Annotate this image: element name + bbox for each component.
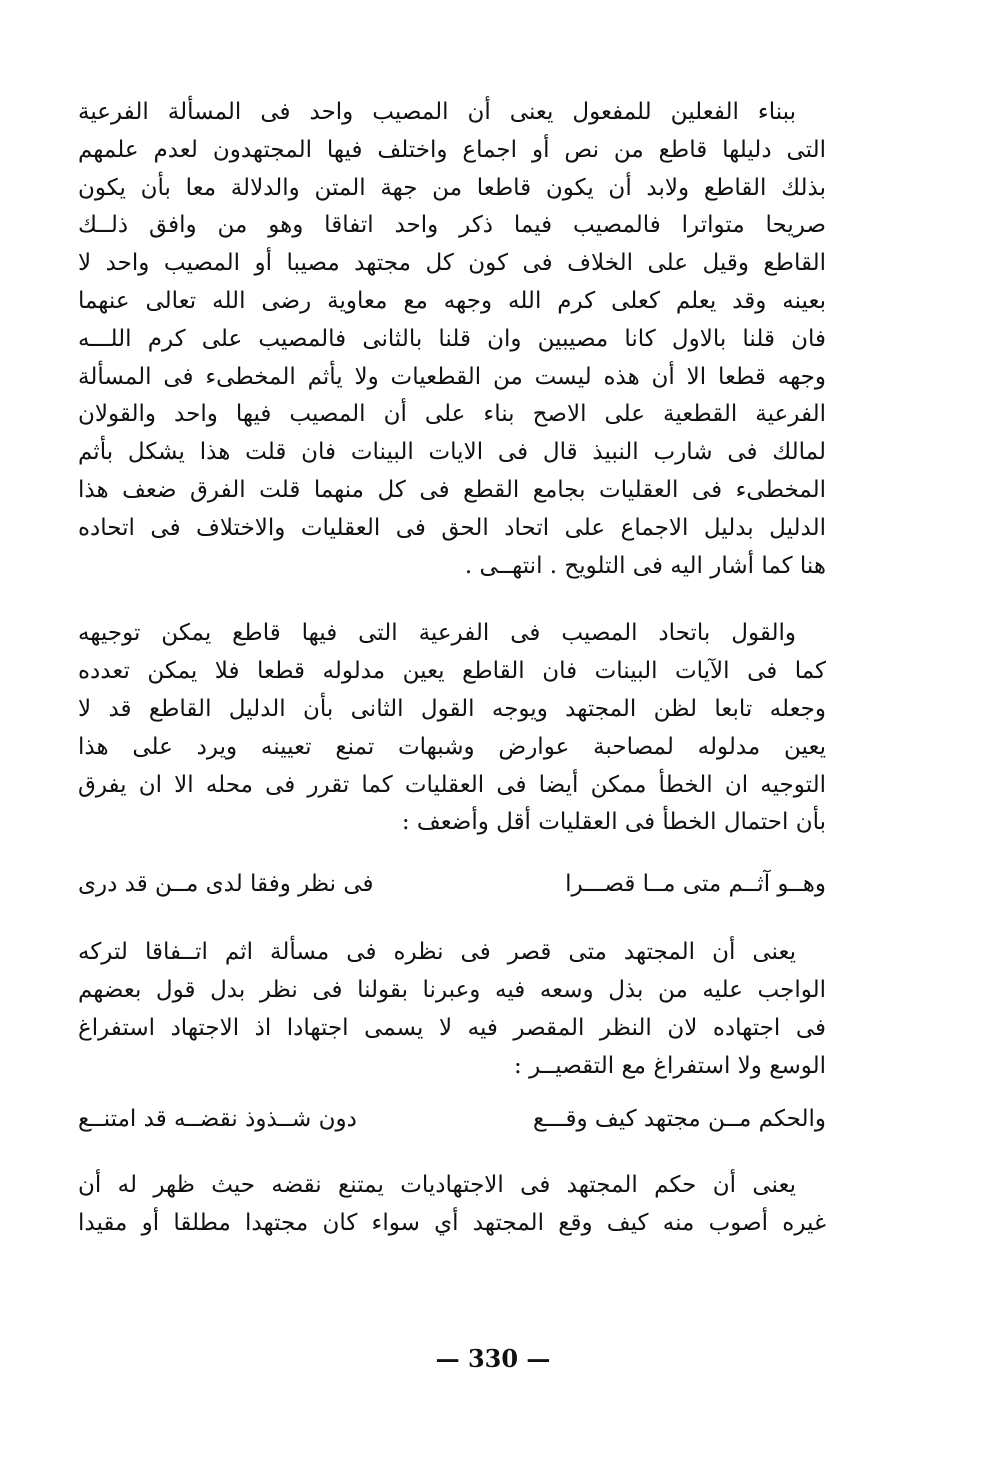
text-line: يعنى أن المجتهد متى قصر فى نظره فى مسألة اثم اتــفاقا لتركه <box>78 939 796 966</box>
text-line: يعين مدلوله لمصاحبة عوارض وشبهات تمنع تعيينه ويرد على هذا <box>78 733 826 760</box>
page-number: — 330 — <box>435 1344 551 1373</box>
paragraph-gap <box>78 842 826 864</box>
text-line: القاطع وقيل على الخلاف فى كون كل مجتهد مصيبا أو المصيب واحد لا <box>78 250 826 277</box>
text-line: التوجيه ان الخطأ ممكن أيضا فى العقليات كما تقرر فى محله الا ان يفرق <box>78 771 826 798</box>
text-line: وجهه قطعا الا أن هذه ليست من القطعيات ولا يأثم المخطىء فى المسألة <box>78 363 826 390</box>
text-line: الواجب عليه من بذل وسعه فيه وعبرنا بقولنا فى نظر بدل قول بعضهم <box>78 976 826 1003</box>
text-line: فى اجتهاده لان النظر المقصر فيه لا يسمى اجتهادا اذ الاجتهاد استفراغ <box>78 1014 826 1041</box>
verse-first-hemistich: والحكم مــن مجتهد كيف وقـــع <box>533 1106 826 1133</box>
text-line: بعينه وقد يعلم كعلى كرم الله وجهه مع معاوية رضى الله تعالى عنهما <box>78 287 826 314</box>
text-line: وجعله تابعا لظن المجتهد ويوجه القول الثانى بأن الدليل القاطع قد لا <box>78 695 826 722</box>
text-line: كما فى الآيات البينات فان القاطع يعين مدلوله قطعا فلا يمكن تعدده <box>78 658 826 685</box>
verse-2 <box>78 1099 826 1139</box>
text-line: الفرعية القطعية على الاصح بناء على أن المصيب فيها واحد والقولان <box>78 401 826 428</box>
paragraph-4 <box>78 1167 826 1243</box>
text-line: بذلك القاطع ولابد أن يكون قاطعا من جهة المتن والدلالة معا بأن يكون <box>78 174 826 201</box>
paragraph-gap <box>78 585 826 615</box>
text-line: بأن احتمال الخطأ فى العقليات أقل وأضعف : <box>401 809 826 836</box>
text-line: هنا كما أشار اليه فى التلويح . انتهــى . <box>464 552 826 579</box>
text-line: الوسع ولا استفراغ مع التقصيــر : <box>514 1052 826 1079</box>
page-body <box>78 94 826 1243</box>
text-line: الدليل بدليل الاجماع على اتحاد الحق فى العقليات والاختلاف فى اتحاده <box>78 514 826 541</box>
paragraph-gap <box>78 904 826 934</box>
text-line: والقول باتحاد المصيب فى الفرعية التى فيها قاطع يمكن توجيهه <box>78 620 796 647</box>
verse-first-hemistich: وهــو آثــم متى مــا قصـــرا <box>565 871 826 898</box>
text-line: صريحا متواترا فالمصيب فيما ذكر واحد اتفاقا وهو من وافق ذلــك <box>78 212 826 239</box>
paragraph-gap <box>78 1139 826 1167</box>
verse-1 <box>78 864 826 904</box>
verse-second-hemistich: فى نظر وفقا لدى مــن قد درى <box>78 871 374 898</box>
text-line: التى دليلها قاطع من نص أو اجماع واختلف فيها المجتهدون لعدم علمهم <box>78 136 826 163</box>
paragraph-gap <box>78 1085 826 1099</box>
text-line: يعنى أن حكم المجتهد فى الاجتهاديات يمتنع نقضه حيث ظهر له أن <box>78 1172 796 1199</box>
text-line: فان قلنا بالاول كانا مصيبين وان قلنا بالثانى فالمصيب على كرم اللـــه <box>78 325 826 352</box>
paragraph-3 <box>78 934 826 1085</box>
text-line: المخطىء فى العقليات بجامع القطع فى كل منهما قلت الفرق ضعف هذا <box>78 476 826 503</box>
paragraph-2 <box>78 615 826 842</box>
text-line: ببناء الفعلين للمفعول يعنى أن المصيب واحد فى المسألة الفرعية <box>78 99 796 125</box>
verse-second-hemistich: دون شــذوذ نقضــه قد امتنــع <box>78 1106 357 1133</box>
text-line: لمالك فى شارب النبيذ قال فى الايات البينات فان قلت هذا يشكل بأثم <box>78 439 826 466</box>
text-line: غيره أصوب منه كيف وقع المجتهد أي سواء كان مجتهدا مطلقا أو مقيدا <box>78 1210 826 1237</box>
paragraph-1 <box>78 94 826 585</box>
